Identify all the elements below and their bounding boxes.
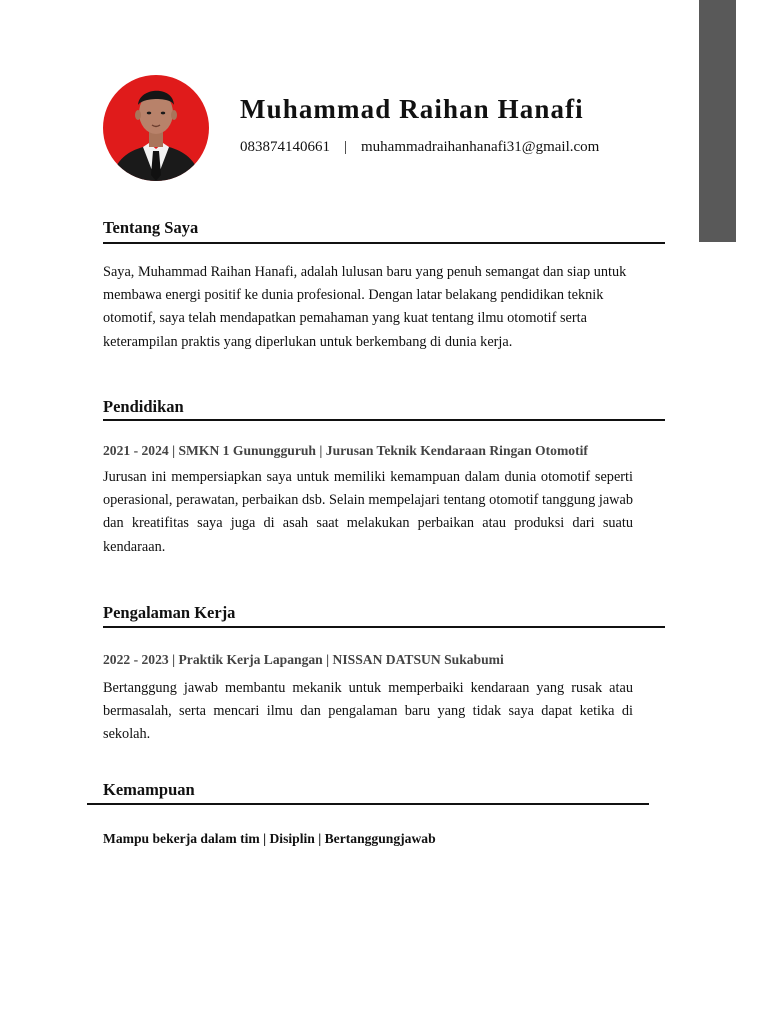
section-title-education: Pendidikan [103,397,184,416]
skills-list: Mampu bekerja dalam tim | Disiplin | Bertanggungjawab [103,831,436,846]
section-title-about: Tentang Saya [103,218,199,237]
phone-number: 083874140661 [240,139,330,155]
email-address: muhammadraihanhanafi31@gmail.com [361,139,600,155]
section-divider [87,803,649,805]
profile-photo [103,75,209,181]
candidate-name: Muhammad Raihan Hanafi [240,94,584,124]
section-divider [103,419,665,421]
experience-entry-heading: 2022 - 2023 | Praktik Kerja Lapangan | NISSAN DATSUN Sukabumi [103,652,504,667]
experience-entry-text: Bertanggung jawab membantu mekanik untuk memperbaiki kendaraan yang rusak atau bermasalah, serta mencari ilmu dan pengalaman baru yang tidak saya dapat ketika di sekolah. [103,680,633,743]
section-title-skills: Kemampuan [103,780,195,799]
education-entry-text: Jurusan ini mempersiapkan saya untuk memiliki kemampuan dalam dunia otomotif seperti operasional, perawatan, perbaikan dsb. Selain mempelajari tentang otomotif tanggung jawab dan kreatifitas saya juga di asah saat melakukan perbaikan atau produksi dari suatu kendaraan. [103,469,633,555]
education-entry-heading: 2021 - 2024 | SMKN 1 Gunungguruh | Jurusan Teknik Kendaraan Ringan Otomotif [103,443,588,458]
section-divider [103,242,665,244]
section-divider [103,626,665,628]
person-portrait-icon [103,75,209,181]
section-title-experience: Pengalaman Kerja [103,603,236,622]
about-paragraph: Saya, Muhammad Raihan Hanafi, adalah lulusan baru yang penuh semangat dan siap untuk membawa energi positif ke dunia profesional. Dengan latar belakang pendidikan teknik otomotif, saya telah mendapatkan pemahaman yang kuat tentang ilmu otomotif serta keterampilan praktis yang diperlukan untuk berkembang di dunia kerja. [103,264,627,350]
scrollbar-thumb[interactable] [699,0,736,242]
contact-separator: | [344,139,348,155]
contact-line [240,139,599,156]
